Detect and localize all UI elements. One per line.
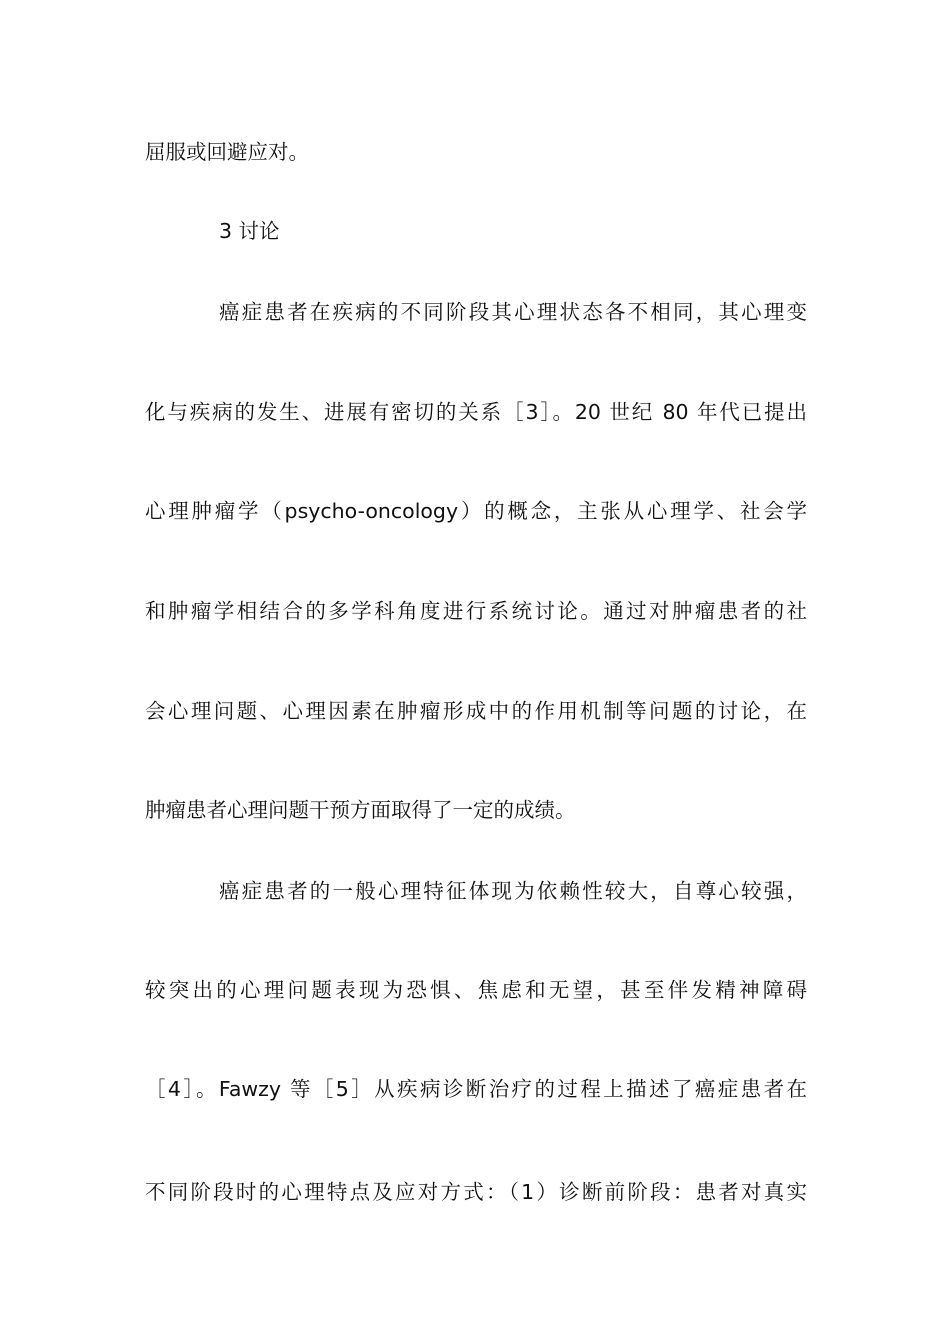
paragraph-line-3: 癌症患者在疾病的不同阶段其心理状态各不相同，其心理变 — [219, 300, 807, 324]
paragraph-line-10: 较突出的心理问题表现为恐惧、焦虑和无望，甚至伴发精神障碍 — [145, 978, 807, 1002]
paragraph-line-6: 和肿瘤学相结合的多学科角度进行系统讨论。通过对肿瘤患者的社 — [145, 599, 807, 623]
paragraph-line-9: 癌症患者的一般心理特征体现为依赖性较大，自尊心较强， — [219, 879, 807, 903]
paragraph-line-12: 不同阶段时的心理特点及应对方式：（1）诊断前阶段：患者对真实 — [145, 1180, 807, 1204]
paragraph-line-7: 会心理问题、心理因素在肿瘤形成中的作用机制等问题的讨论，在 — [145, 699, 807, 723]
section-heading-discussion: 3 讨论 — [219, 219, 280, 243]
paragraph-line-11: ［4］。Fawzy 等［5］从疾病诊断治疗的过程上描述了癌症患者在 — [145, 1077, 807, 1101]
paragraph-line-8: 肿瘤患者心理问题干预方面取得了一定的成绩。 — [145, 798, 576, 822]
paragraph-line-4: 化与疾病的发生、进展有密切的关系［3］。20 世纪 80 年代已提出 — [145, 400, 807, 424]
paragraph-line-5: 心理肿瘤学（psycho-oncology）的概念，主张从心理学、社会学 — [145, 499, 807, 523]
paragraph-line-1: 屈服或回避应对。 — [145, 140, 309, 164]
